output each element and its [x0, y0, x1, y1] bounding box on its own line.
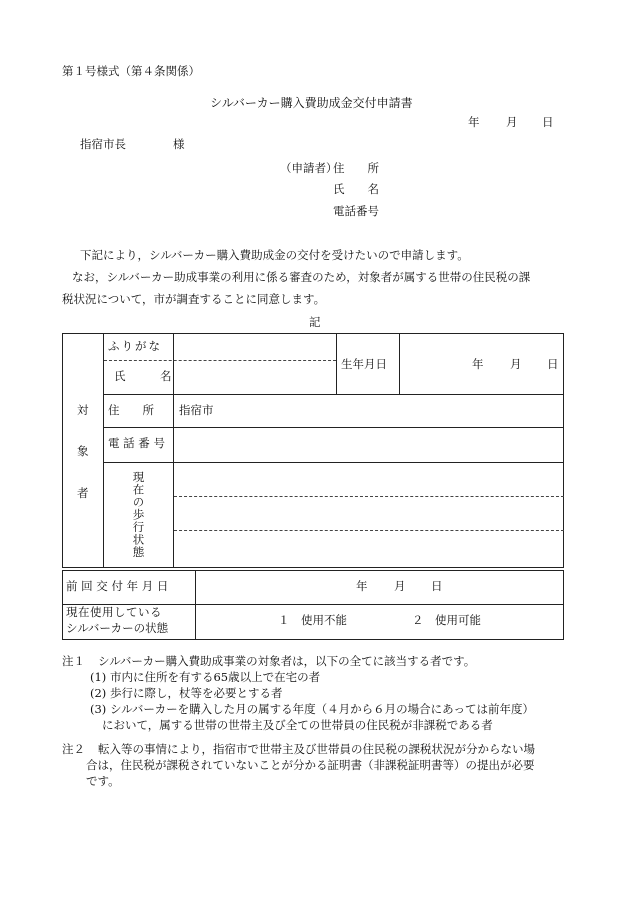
- body-paragraph-2a: なお，シルバーカー助成事業の利用に係る審査のため，対象者が属する世帯の住民税の課: [72, 270, 531, 284]
- applicant-address-label: 住 所: [333, 161, 379, 175]
- recipient: 指宿市長: [80, 137, 126, 151]
- subject-label-char-3: 者: [77, 486, 89, 500]
- applicant-name-label: 氏 名: [333, 182, 379, 196]
- note-2-text-b: 合は，住民税が課税されていないことが分かる証明書（非課税証明書等）の提出が必要: [86, 758, 535, 772]
- birthdate-label: 生年月日: [341, 357, 387, 371]
- note-2-heading: 注２: [62, 742, 85, 756]
- furigana-label: ふりがな: [108, 339, 162, 353]
- usage-status-label-2: シルバーカーの状態: [66, 621, 169, 635]
- note-1-item-2: (2) 歩行に際し，杖等を必要とする者: [90, 686, 283, 700]
- usage-option-unusable: １ 使用不能: [278, 613, 347, 627]
- note-1-item-1: (1) 市内に住所を有する65歳以上で在宅の者: [90, 670, 321, 684]
- note-2-text-a: 転入等の事情により，指宿市で世帯主及び世帯員の住民税の課税状況が分からない場: [98, 742, 535, 756]
- date-year-label: 年: [468, 115, 480, 129]
- phone-label: 電 話 番 号: [108, 436, 165, 450]
- form-number: 第１号様式（第４条関係）: [62, 64, 200, 78]
- ki-marker: 記: [309, 315, 321, 329]
- honorific: 様: [173, 137, 185, 151]
- applicant-label: （申請者）: [280, 161, 338, 175]
- usage-option-usable: ２ 使用可能: [412, 613, 481, 627]
- applicant-phone-label: 電話番号: [333, 204, 379, 218]
- subject-label-char-1: 対: [77, 403, 89, 417]
- date-month-label: 月: [506, 115, 518, 129]
- body-paragraph-1: 下記により，シルバーカー購入費助成金の交付を受けたいので申請します。: [80, 248, 469, 262]
- birth-year-label: 年: [472, 357, 484, 371]
- prev-year-label: 年: [356, 579, 368, 593]
- address-label: 住 所: [108, 403, 154, 417]
- birth-month-label: 月: [510, 357, 522, 371]
- note-1-item-3b: において，属する世帯の世帯主及び全ての世帯員の住民税が非課税である者: [102, 718, 493, 732]
- body-paragraph-2b: 税状況について，市が調査することに同意します。: [62, 292, 326, 306]
- note-2-text-c: です。: [86, 774, 120, 788]
- date-day-label: 日: [542, 115, 554, 129]
- subject-label-char-2: 象: [77, 444, 89, 458]
- note-1-heading: 注１: [62, 654, 85, 668]
- previous-grant-date-label: 前 回 交 付 年 月 日: [66, 579, 169, 593]
- prev-day-label: 日: [431, 579, 443, 593]
- prev-month-label: 月: [394, 579, 406, 593]
- name-label: 氏 名: [114, 369, 172, 383]
- address-value: 指宿市: [179, 403, 214, 417]
- birth-day-label: 日: [547, 357, 559, 371]
- walking-status-label: 現在の歩行状態: [131, 471, 146, 559]
- document-title: シルバーカー購入費助成金交付申請書: [210, 96, 413, 110]
- note-1-text: シルバーカー購入費助成事業の対象者は，以下の全てに該当する者です。: [98, 654, 476, 668]
- note-1-item-3a: (3) シルバーカーを購入した月の属する年度（４月から６月の場合にあっては前年度）: [90, 702, 535, 716]
- usage-status-label-1: 現在使用している: [66, 605, 162, 619]
